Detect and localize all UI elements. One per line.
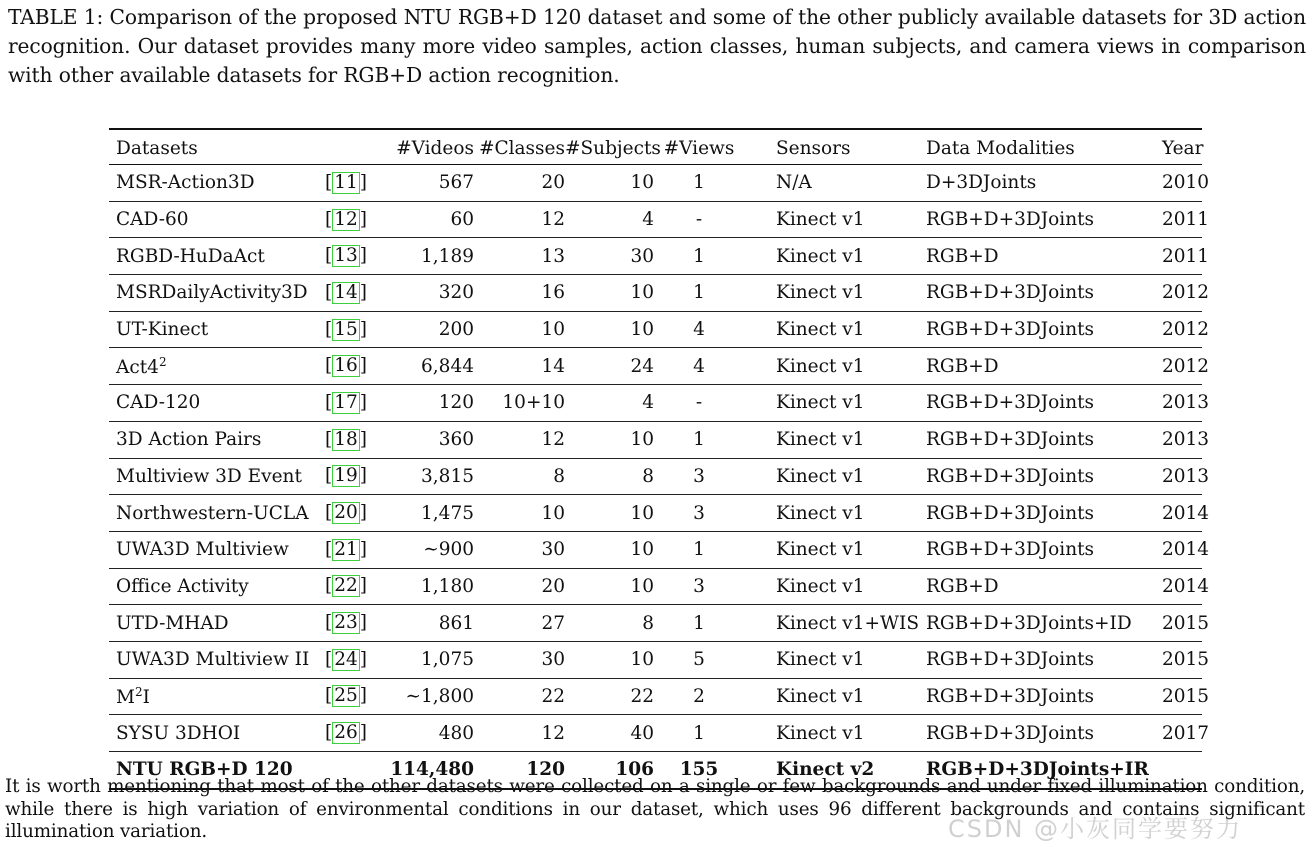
citation-cell: [ 13 ] [316,238,372,275]
table-row [109,238,1202,275]
classes-value: 27 [474,605,565,642]
views-value: 1 [654,238,744,275]
subjects-value: 106 [565,752,654,789]
dataset-name-text: MSRDailyActivity3D [116,282,308,304]
subjects-value: 10 [565,165,654,202]
sensors-value: Kinect v1 [744,678,906,715]
modalities-value: RGB+D+3DJoints [906,458,1116,495]
dataset-name-text: Multiview 3D Event [116,465,302,487]
header-videos: #Videos [372,129,474,165]
sensors-value: Kinect v1 [744,385,906,422]
videos-value: 120 [372,385,474,422]
dataset-name-text: M [116,687,135,709]
subjects-value: 4 [565,201,654,238]
comparison-table [109,128,1210,790]
header-datasets: Datasets [109,129,316,165]
table-row [109,568,1202,605]
modalities-value: RGB+D [906,238,1116,275]
modalities-value: RGB+D+3DJoints [906,311,1116,348]
table-row [109,385,1202,422]
videos-value: 3,815 [372,458,474,495]
citation-cell: [ 14 ] [316,275,372,312]
subjects-value: 10 [565,531,654,568]
views-value: 1 [654,165,744,202]
videos-value: 60 [372,201,474,238]
dataset-name-text: Act4 [116,356,159,378]
sensors-value: Kinect v1 [744,568,906,605]
dataset-name [109,568,316,605]
dataset-name-text: RGBD-HuDaAct [116,245,265,267]
views-value: 1 [654,531,744,568]
year-value: 2014 [1116,495,1202,532]
classes-value: 14 [474,348,565,385]
citation-cell: [ 26 ] [316,715,372,752]
citation-cell: [ 23 ] [316,605,372,642]
views-value: 1 [654,715,744,752]
table-row [109,165,1202,202]
subjects-value: 10 [565,568,654,605]
citation-link[interactable]: 23 [334,612,358,634]
header-modalities: Data Modalities [906,129,1116,165]
table-header-row [109,129,1202,165]
table-row [109,495,1202,532]
sensors-value: Kinect v1 [744,531,906,568]
dataset-name [109,385,316,422]
table-row [109,421,1202,458]
subjects-value: 10 [565,275,654,312]
classes-value: 10+10 [474,385,565,422]
sensors-value: Kinect v1 [744,311,906,348]
videos-value: 200 [372,311,474,348]
dataset-name-text: 3D Action Pairs [116,429,262,451]
dataset-name-superscript: 2 [158,354,167,369]
citation-cell: [ 11 ] [316,165,372,202]
subjects-value: 10 [565,311,654,348]
modalities-value: RGB+D+3DJoints [906,531,1116,568]
watermark-logo: CSDN @小灰同学要努力 [948,815,1243,843]
videos-value: 320 [372,275,474,312]
dataset-name [109,421,316,458]
subjects-value: 10 [565,421,654,458]
year-value: 2010 [1116,165,1202,202]
videos-value: ∼900 [372,531,474,568]
views-value: 2 [654,678,744,715]
sensors-value: Kinect v1 [744,238,906,275]
citation-cell: [ 15 ] [316,311,372,348]
subjects-value: 4 [565,385,654,422]
year-value: 2013 [1116,385,1202,422]
dataset-name [109,715,316,752]
videos-value: 6,844 [372,348,474,385]
modalities-value: RGB+D+3DJoints [906,385,1116,422]
modalities-value: RGB+D+3DJoints [906,421,1116,458]
citation-link[interactable]: 26 [334,722,358,744]
dataset-name [109,458,316,495]
citation-cell: [ 19 ] [316,458,372,495]
citation-cell: [ 20 ] [316,495,372,532]
table-caption: TABLE 1: Comparison of the proposed NTU RGB+D 120 dataset and some of the other publicly available datasets for 3D action recognition. Our dataset provides many more video samples, action classes, human subjects, and camera views in comparison with other available datasets for RGB+D action recognition. [8,5,1306,87]
citation-cell: [ 18 ] [316,421,372,458]
table-row [109,348,1202,385]
subjects-value: 10 [565,495,654,532]
videos-value: 1,189 [372,238,474,275]
dataset-name [109,495,316,532]
modalities-value: RGB+D [906,568,1116,605]
citation-cell: [ 25 ] [316,678,372,715]
sensors-value: N/A [744,165,906,202]
videos-value: 1,180 [372,568,474,605]
views-value: - [654,201,744,238]
dataset-name-text: UT-Kinect [116,319,209,341]
classes-value: 10 [474,311,565,348]
header-subjects: #Subjects [565,129,654,165]
dataset-name-text: UWA3D Multiview II [116,649,310,671]
modalities-value: RGB+D+3DJoints [906,715,1116,752]
dataset-name: NTU RGB+D 120 [109,752,372,789]
classes-value: 8 [474,458,565,495]
classes-value: 20 [474,568,565,605]
comparison-table-container [109,128,1210,790]
subjects-value: 24 [565,348,654,385]
dataset-name [109,641,316,678]
citation-link[interactable]: 16 [334,355,358,377]
classes-value: 12 [474,715,565,752]
year-value: 2014 [1116,568,1202,605]
classes-value: 12 [474,201,565,238]
year-value: 2013 [1116,458,1202,495]
views-value: 5 [654,641,744,678]
modalities-value: D+3DJoints [906,165,1116,202]
views-value: 1 [654,275,744,312]
table-row [109,201,1202,238]
year-value: 2013 [1116,421,1202,458]
sensors-value: Kinect v1 [744,641,906,678]
classes-value: 13 [474,238,565,275]
table-row [109,641,1202,678]
modalities-value: RGB+D+3DJoints [906,275,1116,312]
videos-value: ∼1,800 [372,678,474,715]
table-row [109,458,1202,495]
year-value: 2012 [1116,311,1202,348]
year-value: 2015 [1116,605,1202,642]
dataset-name-superscript: 2 [134,684,143,699]
modalities-value: RGB+D+3DJoints+IR [906,752,1116,789]
subjects-value: 22 [565,678,654,715]
table-row [109,678,1202,715]
dataset-name [109,348,316,385]
classes-value: 12 [474,421,565,458]
videos-value: 861 [372,605,474,642]
views-value: 155 [654,752,744,789]
dataset-name-suffix: I [142,687,150,709]
table-body [109,165,1210,789]
sensors-value: Kinect v2 [744,752,906,789]
table-row [109,715,1202,752]
dataset-name [109,201,316,238]
subjects-value: 30 [565,238,654,275]
views-value: 3 [654,458,744,495]
views-value: 4 [654,311,744,348]
citation-link[interactable]: 18 [334,428,358,450]
table-row [109,311,1202,348]
citation-link[interactable]: 17 [334,391,358,413]
sensors-value: Kinect v1 [744,495,906,532]
dataset-name [109,678,316,715]
sensors-value: Kinect v1 [744,201,906,238]
modalities-value: RGB+D [906,348,1116,385]
body-paragraph: It is worth mentioning that most of the other datasets were collected on a single or few backgrounds and under fixed illumination condition, while there is high variation of environmental conditions in our dataset, which uses 96 different backgrounds and contains significant illumination variation. [5,776,1305,842]
modalities-value: RGB+D+3DJoints [906,641,1116,678]
dataset-name-text: UTD-MHAD [116,612,229,634]
dataset-name [109,531,316,568]
dataset-name [109,311,316,348]
year-value: 2017 [1116,715,1202,752]
citation-link[interactable]: 21 [334,538,358,560]
modalities-value: RGB+D+3DJoints+ID [906,605,1116,642]
views-value: 1 [654,421,744,458]
citation-cell: [ 22 ] [316,568,372,605]
citation-link[interactable]: 25 [334,685,358,707]
videos-value: 1,075 [372,641,474,678]
sensors-value: Kinect v1 [744,715,906,752]
citation-link[interactable]: 22 [334,575,358,597]
dataset-name [109,165,316,202]
views-value: - [654,385,744,422]
table-row [109,531,1202,568]
dataset-name-text: MSR-Action3D [116,172,255,194]
header-views: #Views [654,129,744,165]
dataset-name-text: SYSU 3DHOI [116,722,241,744]
sensors-value: Kinect v1 [744,275,906,312]
dataset-name-text: CAD-120 [116,392,201,414]
classes-value: 30 [474,531,565,568]
dataset-name-text: UWA3D Multiview [116,539,289,561]
citation-link[interactable]: 15 [334,318,358,340]
views-value: 3 [654,495,744,532]
citation-link[interactable]: 19 [334,465,358,487]
header-ref-spacer [316,129,372,165]
subjects-value: 8 [565,605,654,642]
classes-value: 120 [474,752,565,789]
views-value: 3 [654,568,744,605]
year-value: 2012 [1116,275,1202,312]
sensors-value: Kinect v1 [744,348,906,385]
subjects-value: 10 [565,641,654,678]
year-value: 2012 [1116,348,1202,385]
dataset-name [109,238,316,275]
sensors-value: Kinect v1 [744,421,906,458]
year-value: 2015 [1116,678,1202,715]
modalities-value: RGB+D+3DJoints [906,495,1116,532]
header-sensors: Sensors [744,129,906,165]
year-value: 2011 [1116,201,1202,238]
views-value: 1 [654,605,744,642]
year-value: 2015 [1116,641,1202,678]
year-value: 2014 [1116,531,1202,568]
header-classes: #Classes [474,129,565,165]
subjects-value: 40 [565,715,654,752]
classes-value: 16 [474,275,565,312]
videos-value: 360 [372,421,474,458]
citation-link[interactable]: 11 [334,171,358,193]
videos-value: 1,475 [372,495,474,532]
sensors-value: Kinect v1+WIS [744,605,906,642]
citation-link[interactable]: 13 [334,245,358,267]
citation-cell: [ 16 ] [316,348,372,385]
classes-value: 30 [474,641,565,678]
dataset-name [109,605,316,642]
views-value: 4 [654,348,744,385]
modalities-value: RGB+D+3DJoints [906,201,1116,238]
citation-link[interactable]: 12 [334,208,358,230]
citation-link[interactable]: 14 [334,281,358,303]
citation-cell: [ 24 ] [316,641,372,678]
citation-cell: [ 12 ] [316,201,372,238]
sensors-value: Kinect v1 [744,458,906,495]
classes-value: 10 [474,495,565,532]
table-row [109,275,1202,312]
dataset-name-text: Northwestern-UCLA [116,502,309,524]
videos-value: 567 [372,165,474,202]
dataset-name-text: CAD-60 [116,209,189,231]
dataset-name [109,275,316,312]
dataset-name-text: Office Activity [116,575,249,597]
videos-value: 114,480 [372,752,474,789]
table-row [109,605,1202,642]
citation-cell: [ 17 ] [316,385,372,422]
classes-value: 22 [474,678,565,715]
subjects-value: 8 [565,458,654,495]
citation-link[interactable]: 20 [334,502,358,524]
classes-value: 20 [474,165,565,202]
year-value: 2011 [1116,238,1202,275]
citation-cell: [ 21 ] [316,531,372,568]
citation-link[interactable]: 24 [334,648,358,670]
videos-value: 480 [372,715,474,752]
modalities-value: RGB+D+3DJoints [906,678,1116,715]
header-year: Year [1116,129,1202,165]
